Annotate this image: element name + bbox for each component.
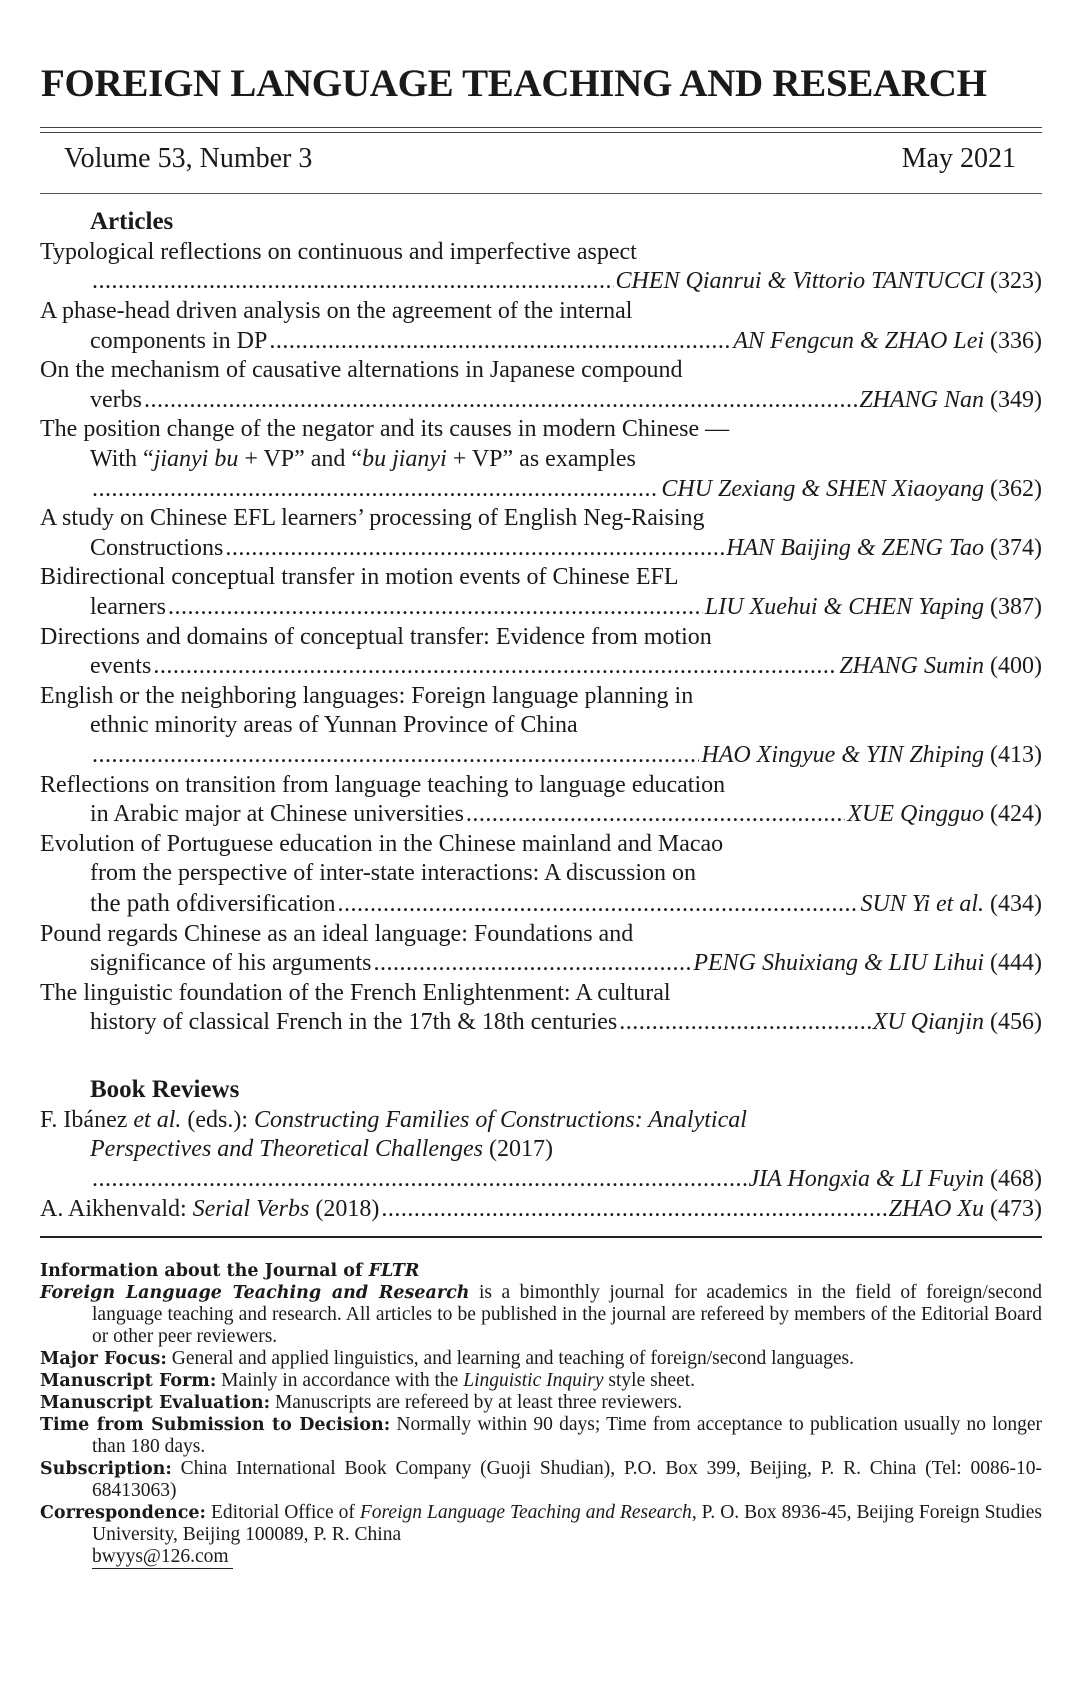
article-title-line: A phase-head driven analysis on the agreement of the internal <box>40 298 633 325</box>
article-title-line: from the perspective of inter-state interactions: A discussion on <box>90 860 697 887</box>
article-author: ZHANG Sumin <box>839 653 985 680</box>
article-entry[interactable] <box>40 415 1042 504</box>
article-page: (444) <box>990 950 1042 977</box>
article-title-line: verbs <box>90 386 142 413</box>
article-title-line: the path of <box>90 889 197 917</box>
article-title-line: in Arabic major at Chinese universities <box>90 801 464 828</box>
issue-rule <box>40 193 1042 194</box>
article-author: CHEN Qianrui & Vittorio TANTUCCI <box>615 268 985 295</box>
article-title-line: significance of his arguments <box>90 950 372 977</box>
article-page: (400) <box>990 653 1042 680</box>
book-reviews-heading: Book Reviews <box>90 1075 240 1103</box>
dot-leader <box>92 267 614 297</box>
article-author: AN Fengcun & ZHAO Lei <box>733 327 985 354</box>
journal-info <box>40 1260 1042 1569</box>
article-title-line: Constructions <box>90 534 224 561</box>
article-subtitle-line: With “jianyi bu + VP” and “bu jianyi + VP” as examples <box>90 446 636 472</box>
article-page: (323) <box>990 268 1042 295</box>
article-entry[interactable] <box>40 238 1042 297</box>
dot-leader <box>269 327 731 357</box>
dot-leader <box>144 386 857 416</box>
info-description: Foreign Language Teaching and Research is a bimonthly journal for academics in the field of foreign/second language teaching and research. All articles to be published in the journal are refereed by members of the Editorial Board or other peer reviewers. <box>40 1282 1042 1348</box>
article-entry[interactable] <box>40 830 1042 920</box>
contents-page <box>40 62 1042 1569</box>
article-entry[interactable] <box>40 356 1042 415</box>
dot-leader <box>92 741 699 771</box>
review-author: JIA Hongxia & LI Fuyin <box>748 1166 985 1193</box>
review-page: (468) <box>990 1166 1042 1193</box>
review-author: ZHAO Xu <box>888 1195 985 1222</box>
articles-heading: Articles <box>90 207 174 235</box>
dot-leader <box>153 652 837 682</box>
article-page: (374) <box>990 534 1042 561</box>
article-title-line: history of classical French in the 17th & 18th centuries <box>90 1009 618 1036</box>
article-entry[interactable] <box>40 979 1042 1038</box>
info-manuscript-evaluation: Manuscript Evaluation: Manuscripts are refereed by at least three reviewers. <box>40 1392 683 1414</box>
article-author: PENG Shuixiang & LIU Lihui <box>693 950 985 977</box>
issue-volume: Volume 53, Number 3 <box>64 142 313 174</box>
info-correspondence: Correspondence: Editorial Office of Foreign Language Teaching and Research, P. O. Box 8936-45, Beijing Foreign Studies University, Beijing 100089, P. R. China <box>40 1502 1042 1546</box>
dot-leader <box>225 534 724 564</box>
dot-leader <box>338 890 859 920</box>
info-time-to-decision: Time from Submission to Decision: Normally within 90 days; Time from acceptance to publication usually no longer than 180 days. <box>40 1414 1042 1458</box>
journal-title: FOREIGN LANGUAGE TEACHING AND RESEARCH <box>41 62 987 105</box>
article-author: CHU Zexiang & SHEN Xiaoyang <box>661 475 985 502</box>
article-author: LIU Xuehui & CHEN Yaping <box>704 593 985 620</box>
article-title-line: Pound regards Chinese as an ideal language: Foundations and <box>40 920 634 947</box>
review-page: (473) <box>990 1195 1042 1222</box>
article-author: HAO Xingyue & YIN Zhiping <box>701 741 985 768</box>
article-author: XU Qianjin <box>872 1009 985 1036</box>
article-entry[interactable] <box>40 623 1042 682</box>
article-title-line: The position change of the negator and its causes in modern Chinese — <box>40 416 730 443</box>
article-author: ZHANG Nan <box>859 386 985 413</box>
dot-leader <box>373 949 691 979</box>
article-page: (362) <box>990 475 1042 502</box>
article-page: (336) <box>990 327 1042 354</box>
review-entry[interactable] <box>40 1195 1042 1225</box>
article-page: (456) <box>990 1009 1042 1036</box>
article-title-line: English or the neighboring languages: Foreign language planning in <box>40 682 694 709</box>
info-manuscript-form: Manuscript Form: Mainly in accordance with the Linguistic Inquiry style sheet. <box>40 1370 696 1392</box>
contact-email-link[interactable]: bwyys@126.com <box>92 1546 233 1569</box>
dot-leader <box>466 800 845 830</box>
issue-date: May 2021 <box>901 142 1016 174</box>
dot-leader <box>381 1195 886 1225</box>
info-divider <box>40 1236 1042 1238</box>
article-title-line: Evolution of Portuguese education in the Chinese mainland and Macao <box>40 830 724 857</box>
article-title-line: diversification <box>196 890 336 917</box>
article-title-line: Typological reflections on continuous and imperfective aspect <box>40 238 637 265</box>
article-title-line: learners <box>90 593 166 620</box>
review-title-line: Perspectives and Theoretical Challenges (2017) <box>90 1136 554 1163</box>
article-title-line: Bidirectional conceptual transfer in motion events of Chinese EFL <box>40 564 679 591</box>
issue-line <box>40 133 1042 183</box>
review-title-line: A. Aikhenvald: Serial Verbs (2018) <box>40 1195 380 1222</box>
dot-leader <box>619 1008 870 1038</box>
review-title-line: F. Ibánez et al. (eds.): Constructing Families of Constructions: Analytical <box>40 1106 747 1133</box>
article-entry[interactable] <box>40 682 1042 771</box>
article-author: XUE Qingguo <box>847 801 985 828</box>
article-entry[interactable] <box>40 297 1042 356</box>
article-page: (434) <box>990 890 1042 917</box>
article-title-line: A study on Chinese EFL learners’ processing of English Neg-Raising <box>40 505 705 532</box>
dot-leader <box>92 1165 747 1195</box>
article-title-line: Reflections on transition from language teaching to language education <box>40 771 726 798</box>
dot-leader <box>92 475 659 505</box>
article-author: SUN Yi et al. <box>860 890 985 917</box>
article-title-line: ethnic minority areas of Yunnan Province of China <box>90 712 578 739</box>
article-entry[interactable] <box>40 504 1042 563</box>
info-subscription: Subscription: China International Book Company (Guoji Shudian), P.O. Box 399, Beijing, P. R. China (Tel: 0086-10-68413063) <box>40 1458 1042 1502</box>
info-major-focus: Major Focus: General and applied linguistics, and learning and teaching of foreign/second languages. <box>40 1348 855 1370</box>
article-entry[interactable] <box>40 920 1042 979</box>
article-title-line: components in DP <box>90 327 268 354</box>
article-page: (424) <box>990 801 1042 828</box>
article-title-line: The linguistic foundation of the French Enlightenment: A cultural <box>40 979 671 1006</box>
article-author: HAN Baijing & ZENG Tao <box>726 534 985 561</box>
article-title-line: Directions and domains of conceptual transfer: Evidence from motion <box>40 623 712 650</box>
article-page: (413) <box>990 741 1042 768</box>
info-title: Information about the Journal of FLTR <box>40 1261 420 1282</box>
article-entry[interactable] <box>40 771 1042 830</box>
review-entry[interactable] <box>40 1106 1042 1195</box>
article-page: (387) <box>990 593 1042 620</box>
article-title-line: events <box>90 653 152 680</box>
article-entry[interactable] <box>40 563 1042 622</box>
dot-leader <box>168 593 703 623</box>
article-page: (349) <box>990 386 1042 413</box>
article-title-line: On the mechanism of causative alternations in Japanese compound <box>40 357 683 384</box>
